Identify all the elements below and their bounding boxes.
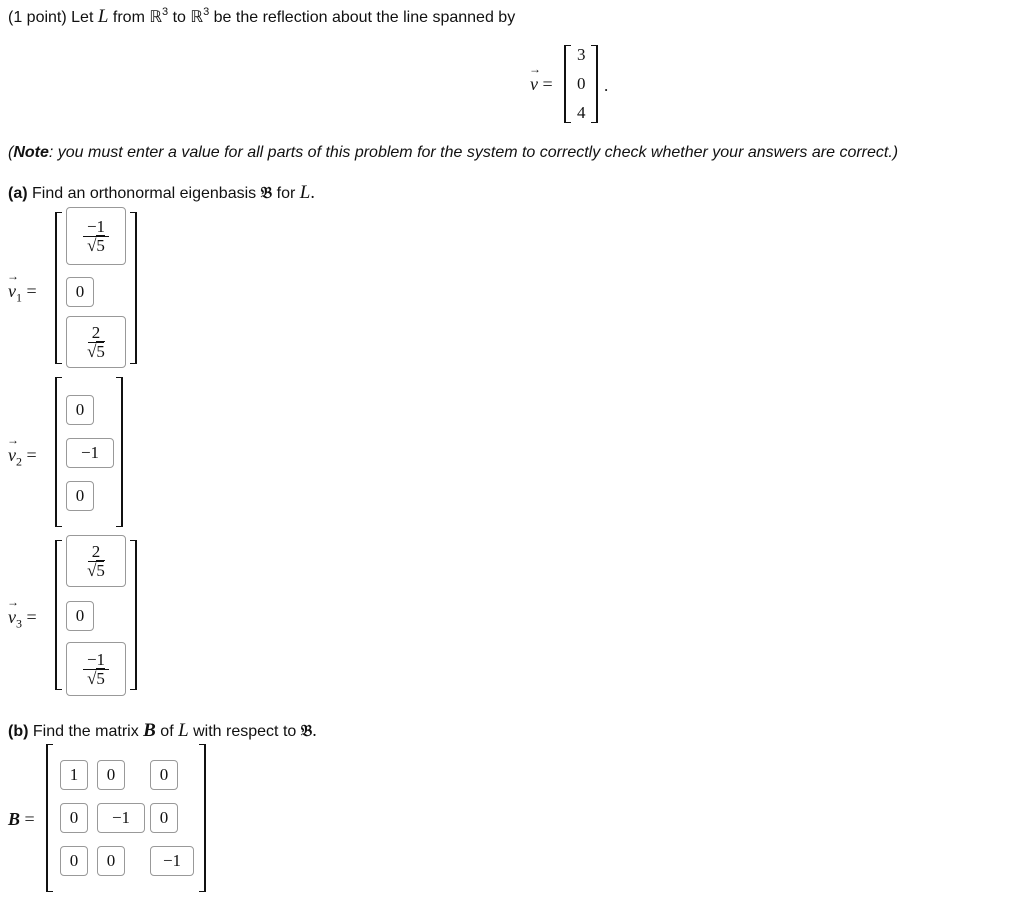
v3-entry-2-input[interactable]: 0 xyxy=(66,601,94,631)
b-31-input[interactable]: 0 xyxy=(60,846,88,876)
v2-entry-3-input[interactable]: 0 xyxy=(66,481,94,511)
b-22-input[interactable]: −1 xyxy=(97,803,145,833)
b-32-input[interactable]: 0 xyxy=(97,846,125,876)
b-23-input[interactable]: 0 xyxy=(150,803,178,833)
part-b-heading: (b) Find the matrix B of L with respect to 𝔅. xyxy=(8,720,317,741)
map-name: L xyxy=(97,6,109,27)
b-33-input[interactable]: −1 xyxy=(150,846,194,876)
b-11-input[interactable]: 1 xyxy=(60,760,88,790)
v1-entry-3-input[interactable]: $\frac{2}{√5}$ xyxy=(66,316,126,368)
matrix-b-label: B = xyxy=(8,809,35,829)
points-label: (1 point) xyxy=(8,9,67,26)
part-a-heading: (a) Find an orthonormal eigenbasis 𝔅 for L. xyxy=(8,182,315,203)
bracket-left xyxy=(564,45,571,123)
v1-entry-1-input[interactable]: $\frac{-1}{√5}$ xyxy=(66,207,126,265)
problem-statement: (1 point) Let L from ℝ$^3$ to ℝ$^3$ be the reflection about the line spanned by xyxy=(8,6,516,27)
bracket-right xyxy=(591,45,598,123)
v3-entry-1-input[interactable]: $\frac{2}{√5}$ xyxy=(66,535,126,587)
b-13-input[interactable]: 0 xyxy=(150,760,178,790)
v3-label: → $v_3$ = xyxy=(8,607,37,632)
v1-label: → $v_1$ = xyxy=(8,281,37,306)
v2-entry-1-input[interactable]: 0 xyxy=(66,395,94,425)
given-entry-2: 0 xyxy=(577,74,586,93)
given-entry-3: 4 xyxy=(577,103,586,122)
v2-entry-2-input[interactable]: −1 xyxy=(66,438,114,468)
given-entry-1: 3 xyxy=(577,45,586,64)
b-21-input[interactable]: 0 xyxy=(60,803,88,833)
note: (Note: you must enter a value for all parts of this problem for the system to correctly check whether your answers are correct.) xyxy=(8,144,899,161)
given-vector-label: → v = xyxy=(530,74,553,95)
v3-entry-3-input[interactable]: $\frac{-1}{√5}$ xyxy=(66,642,126,696)
v2-label: → $v_2$ = xyxy=(8,445,37,470)
v1-entry-2-input[interactable]: 0 xyxy=(66,277,94,307)
b-12-input[interactable]: 0 xyxy=(97,760,125,790)
